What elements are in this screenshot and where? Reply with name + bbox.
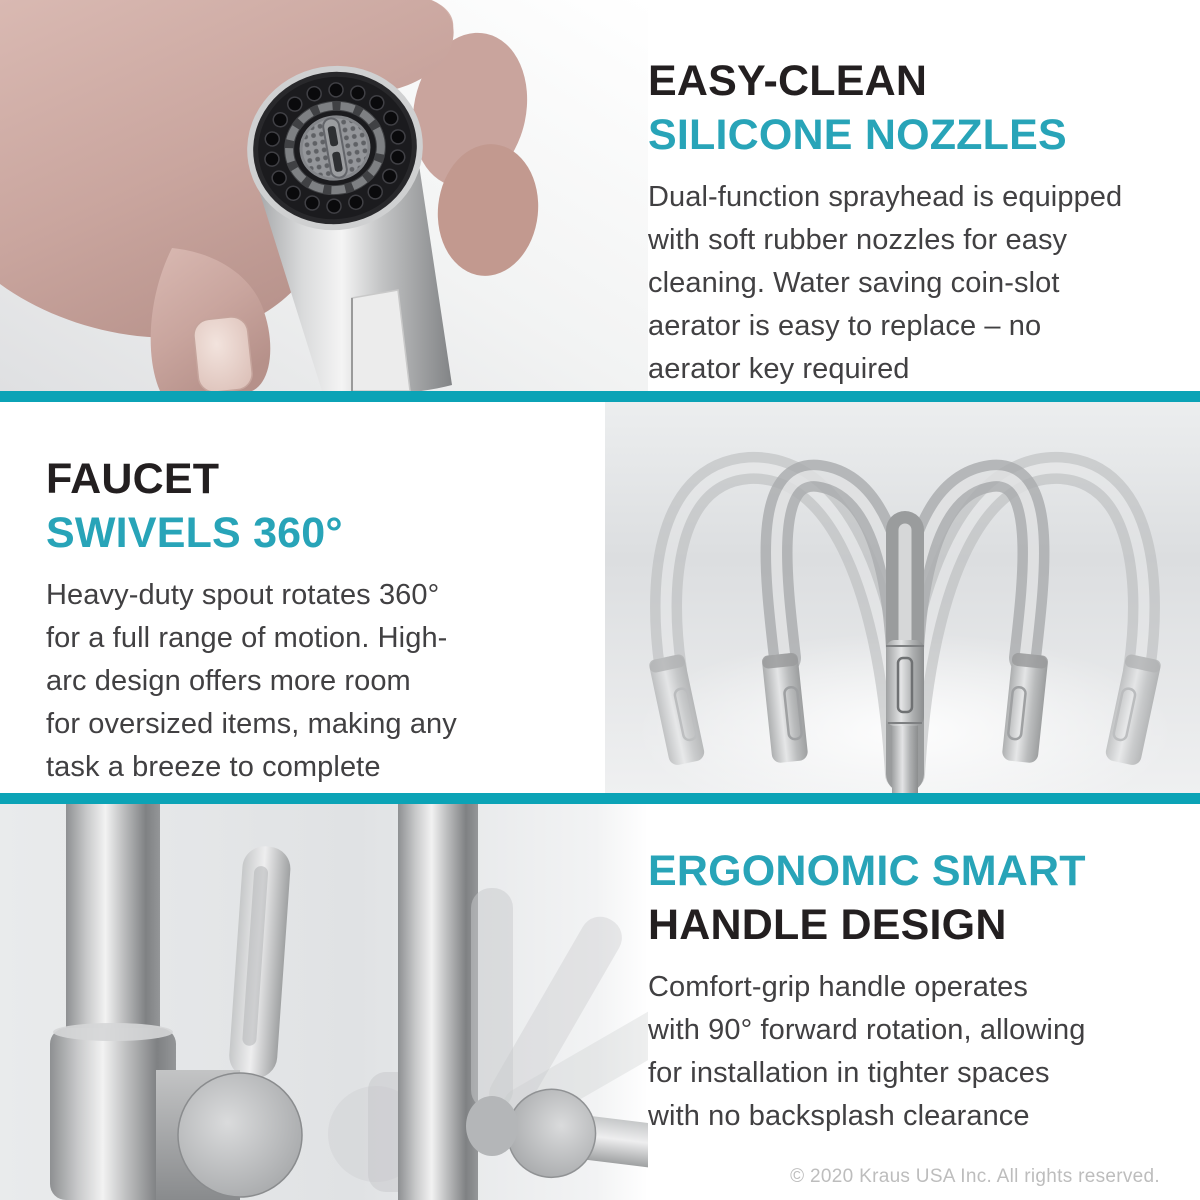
body-line: Dual-function sprayhead is equipped — [648, 181, 1123, 213]
body-line: aerator is easy to replace – no — [648, 310, 1042, 342]
heading-line-black: EASY-CLEAN — [648, 57, 928, 105]
center-sprayhead — [886, 640, 924, 726]
section-easy-clean-text — [648, 54, 1122, 391]
heading-line-teal: SILICONE NOZZLES — [648, 111, 1067, 159]
faucet-swivel-fan-photo — [605, 402, 1200, 793]
sprayhead-illustration — [0, 0, 648, 391]
body-line: for a full range of motion. High- — [46, 622, 448, 654]
heading-line-teal: ERGONOMIC SMART — [648, 847, 1086, 895]
heading-line-black: HANDLE DESIGN — [648, 901, 1007, 949]
body-line: Heavy-duty spout rotates 360° — [46, 579, 440, 611]
down-pipe — [892, 725, 918, 793]
copyright-notice: © 2020 Kraus USA Inc. All rights reserved. — [790, 1166, 1160, 1187]
body-line: with no backsplash clearance — [648, 1100, 1030, 1132]
handle-rotation-photo — [0, 804, 648, 1200]
body-text — [46, 574, 457, 789]
heading-line-black: FAUCET — [46, 455, 220, 503]
section-faucet-swivels-text — [46, 452, 457, 789]
spout-position-center — [886, 530, 924, 793]
body-line: Comfort-grip handle operates — [648, 971, 1028, 1003]
lever-hub — [466, 1096, 518, 1156]
body-text — [648, 176, 1122, 391]
faucet-body-pipe — [398, 804, 478, 1200]
body-line: with 90° forward rotation, allowing — [648, 1014, 1086, 1046]
body-line: for installation in tighter spaces — [648, 1057, 1050, 1089]
sprayhead-in-hand-photo — [0, 0, 648, 391]
swivel-illustration — [605, 402, 1200, 793]
thumbnail — [192, 315, 253, 391]
section-ergonomic-handle-text — [648, 844, 1086, 1138]
body-line: task a breeze to complete — [46, 751, 381, 783]
handle-illustration — [0, 804, 648, 1200]
body-line: for oversized items, making any — [46, 708, 457, 740]
heading-line-teal: SWIVELS 360° — [46, 509, 343, 557]
teal-divider-top — [0, 391, 1200, 402]
valve-cap — [178, 1073, 302, 1197]
body-line: cleaning. Water saving coin-slot — [648, 267, 1060, 299]
teal-divider-bottom — [0, 793, 1200, 804]
body-line: arc design offers more room — [46, 665, 411, 697]
body-line: aerator key required — [648, 353, 910, 385]
body-line: with soft rubber nozzles for easy — [648, 224, 1068, 256]
body-text — [648, 966, 1086, 1138]
